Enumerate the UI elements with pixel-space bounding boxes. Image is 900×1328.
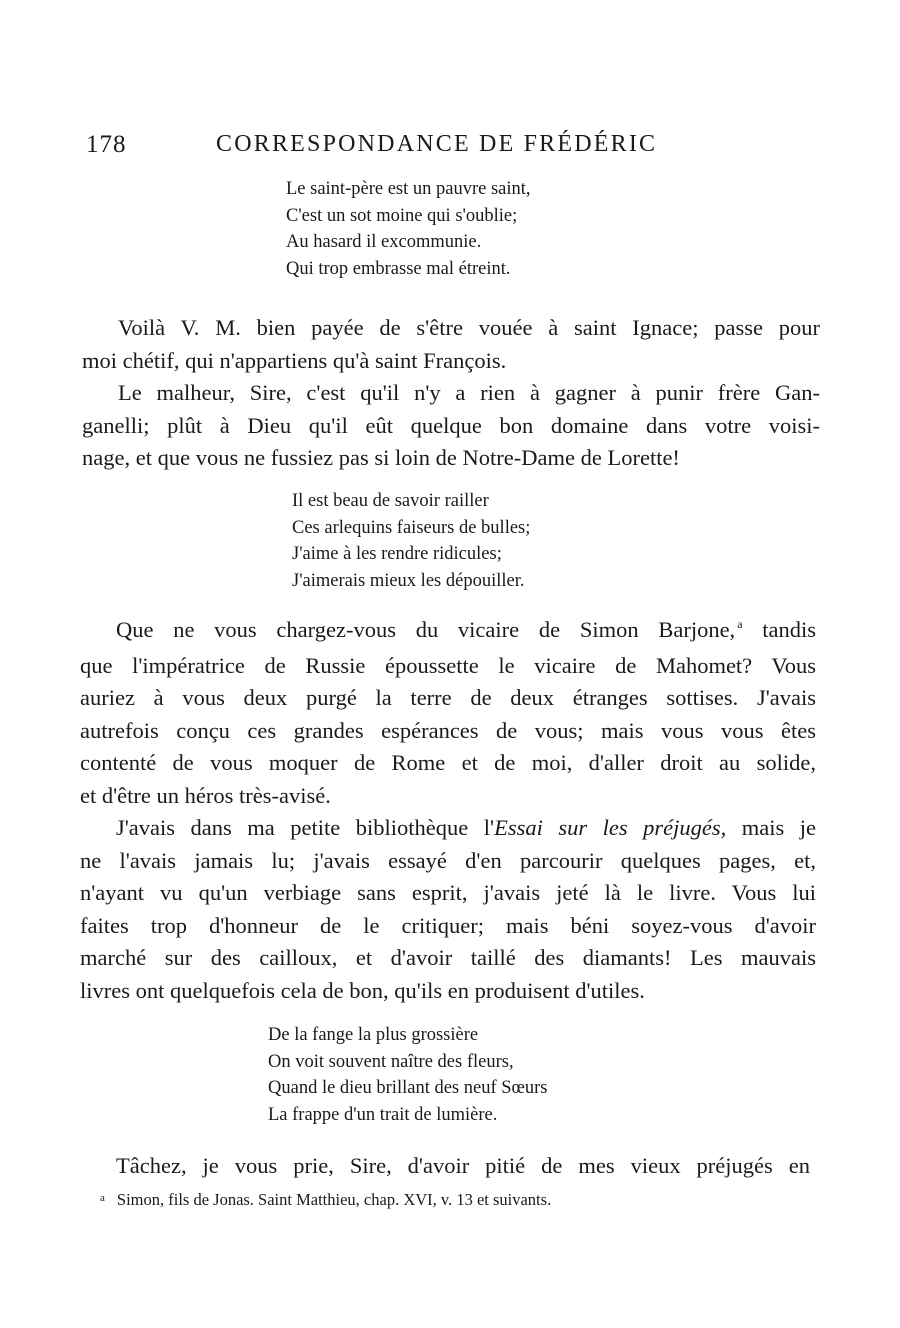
prose-text: tandis xyxy=(762,617,816,642)
verse-line: Le saint-père est un pauvre saint, xyxy=(286,179,531,199)
footnote-mark: a xyxy=(100,1192,105,1204)
book-title: Essai sur les préjugés, xyxy=(494,815,727,840)
page-number: 178 xyxy=(86,131,127,158)
prose-line: que l'impératrice de Russie époussette le vicaire de Mahomet? Vous xyxy=(80,652,816,678)
verse-line: La frappe d'un trait de lumière. xyxy=(268,1104,498,1125)
prose-block-3 xyxy=(80,1150,810,1183)
prose-line: n'ayant vu qu'un verbiage sans esprit, j'avais jeté là le livre. Vous lui xyxy=(80,880,816,905)
prose-line: et d'être un héros très-avisé. xyxy=(80,782,331,808)
prose-text: Que ne vous chargez-vous du vicaire de Simon Barjone, xyxy=(116,617,736,642)
prose-line: moi chétif, qui n'appartiens qu'à saint François. xyxy=(82,347,507,373)
verse-line: De la fange la plus grossière xyxy=(268,1025,479,1045)
verse-line: Il est beau de savoir railler xyxy=(292,491,489,511)
prose-line: contenté de vous moquer de Rome et de moi, d'aller droit au solide, xyxy=(80,750,816,775)
verse-line: J'aimerais mieux les dépouiller. xyxy=(292,570,525,591)
prose-line: Voilà V. M. bien payée de s'être vouée à saint Ignace; passe pour xyxy=(118,315,820,340)
prose-line: ganelli; plût à Dieu qu'il eût quelque bon domaine dans votre voisi- xyxy=(82,412,820,438)
verse-line: Au hasard il excommunie. xyxy=(286,232,482,252)
prose-line xyxy=(80,614,816,650)
prose-line: faites trop d'honneur de le critiquer; mais béni soyez-vous d'avoir xyxy=(80,912,816,938)
verse-stanza-1 xyxy=(286,176,531,282)
prose-line: livres ont quelquefois cela de bon, qu'ils en produisent d'utiles. xyxy=(80,977,645,1003)
prose-block-2 xyxy=(80,614,816,1007)
verse-line: Quand le dieu brillant des neuf Sœurs xyxy=(268,1078,548,1098)
running-head: CORRESPONDANCE DE FRÉDÉRIC xyxy=(216,131,658,157)
prose-block-1 xyxy=(82,312,820,475)
verse-line: Ces arlequins faiseurs de bulles; xyxy=(292,517,531,538)
prose-text: J'avais dans ma petite bibliothèque l' xyxy=(116,815,495,840)
footnote xyxy=(100,1190,551,1210)
prose-line: ne l'avais jamais lu; j'avais essayé d'en parcourir quelques pages, et, xyxy=(80,847,816,873)
verse-line: J'aime à les rendre ridicules; xyxy=(292,544,502,564)
prose-line xyxy=(80,812,816,845)
verse-line: Qui trop embrasse mal étreint. xyxy=(286,258,511,279)
prose-line: Tâchez, je vous prie, Sire, d'avoir pitié de mes vieux préjugés en xyxy=(116,1153,810,1178)
prose-line: nage, et que vous ne fussiez pas si loin de Notre-Dame de Lorette! xyxy=(82,445,680,470)
verse-stanza-2 xyxy=(292,488,530,594)
prose-line: autrefois conçu ces grandes espérances de vous; mais vous vous êtes xyxy=(80,717,816,743)
prose-line: auriez à vous deux purgé la terre de deux étranges sottises. J'avais xyxy=(80,685,816,710)
verse-line: On voit souvent naître des fleurs, xyxy=(268,1051,514,1072)
prose-text: mais je xyxy=(741,815,817,840)
footnote-reference: a xyxy=(737,617,743,631)
verse-line: C'est un sot moine qui s'oublie; xyxy=(286,205,518,226)
prose-line: marché sur des cailloux, et d'avoir taillé des diamants! Les mauvais xyxy=(80,945,816,970)
verse-stanza-3 xyxy=(268,1022,548,1128)
prose-line: Le malheur, Sire, c'est qu'il n'y a rien à gagner à punir frère Gan- xyxy=(118,380,820,405)
footnote-text: Simon, fils de Jonas. Saint Matthieu, chap. XVI, v. 13 et suivants. xyxy=(116,1190,552,1209)
